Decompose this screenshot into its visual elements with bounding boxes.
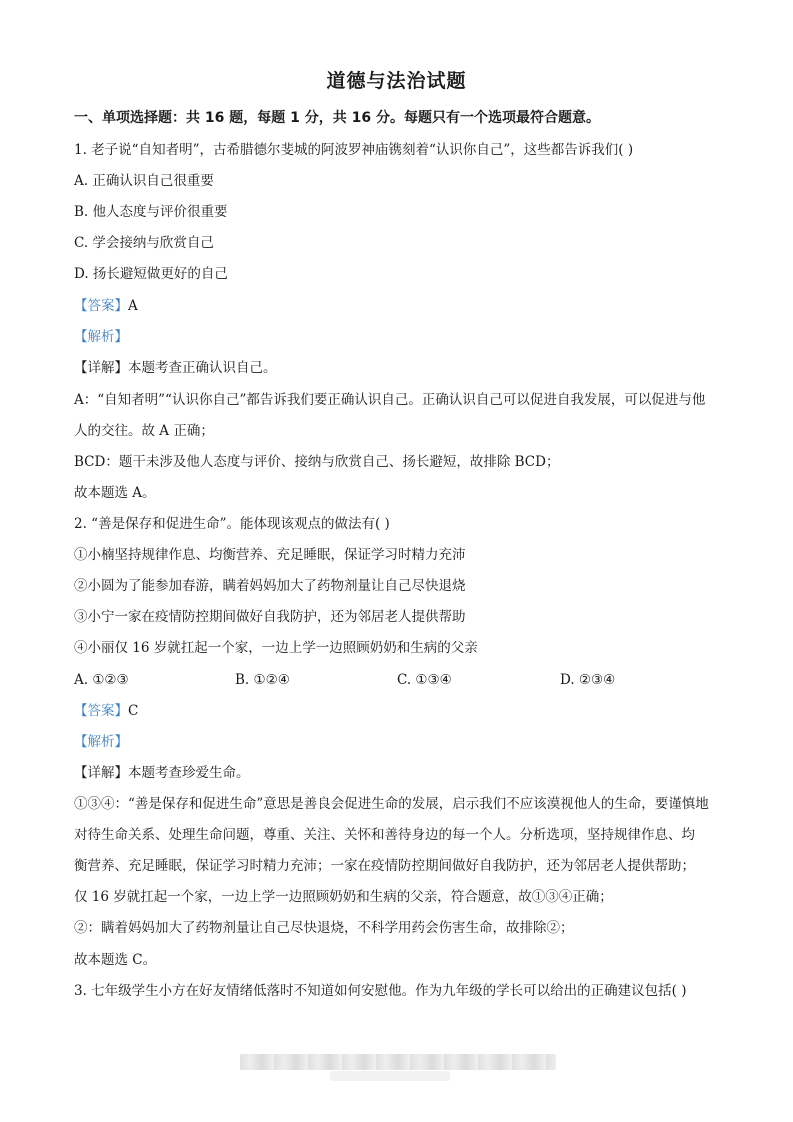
q1-explanation-line: BCD：题干未涉及他人态度与评价、接纳与欣赏自己、扬长避短，故排除 BCD； — [74, 454, 560, 470]
q2-option-d: D. ②③④ — [560, 672, 616, 688]
detail-tag: 【详解】 — [74, 360, 128, 376]
q1-explanation-line: 人的交往。故 A 正确； — [74, 423, 214, 439]
q2-item: ③小宁一家在疫情防控期间做好自我防护，还为邻居老人提供帮助 — [74, 609, 466, 625]
q1-conclusion: 故本题选 A。 — [74, 485, 156, 501]
q2-stem: 2. “善是保存和促进生命”。能体现该观点的做法有( ) — [74, 516, 390, 532]
q2-explanation-line: 仅 16 岁就扛起一个家，一边上学一边照顾奶奶和生病的父亲，符合题意，故①③④正确； — [74, 889, 613, 905]
q2-analysis-line — [74, 732, 128, 752]
analysis-tag: 【解析】 — [74, 329, 128, 345]
q2-option-b: B. ①②④ — [235, 672, 290, 688]
answer-tag: 【答案】 — [74, 298, 128, 314]
q2-explanation-line: 对待生命关系、处理生命问题，尊重、关注、关怀和善待身边的每一个人。分析选项，坚持规律作息、均 — [74, 827, 695, 843]
q2-conclusion: 故本题选 C。 — [74, 952, 157, 968]
q2-detail-intro: 本题考查珍爱生命。 — [128, 765, 250, 781]
analysis-tag: 【解析】 — [74, 734, 128, 750]
q1-answer-line — [74, 296, 138, 316]
q1-detail-intro: 本题考查正确认识自己。 — [128, 360, 277, 376]
q1-explanation-line: A：“自知者明”“认识你自己”都告诉我们要正确认识自己。正确认识自己可以促进自我发展，可以促进与他 — [74, 392, 706, 408]
blurred-watermark — [240, 1054, 556, 1070]
q1-detail-line — [74, 358, 277, 378]
q2-item: ②小圆为了能参加春游，瞒着妈妈加大了药物剂量让自己尽快退烧 — [74, 578, 466, 594]
q2-detail-line — [74, 763, 250, 783]
q2-explanation-line: ②：瞒着妈妈加大了药物剂量让自己尽快退烧，不科学用药会伤害生命，故排除②； — [74, 920, 574, 936]
q2-answer-value: C — [128, 703, 139, 719]
q2-explanation-line: ①③④：“善是保存和促进生命”意思是善良会促进生命的发展，启示我们不应该漠视他人的生命，要谨慎地 — [74, 796, 709, 812]
detail-tag: 【详解】 — [74, 765, 128, 781]
q2-option-a: A. ①②③ — [74, 672, 129, 688]
section-heading: 一、单项选择题：共 16 题，每题 1 分，共 16 分。每题只有一个选项最符合题意。 — [74, 110, 600, 126]
q3-stem: 3. 七年级学生小方在好友情绪低落时不知道如何安慰他。作为九年级的学长可以给出的正确建议包括( ) — [74, 983, 687, 999]
q1-analysis-line — [74, 327, 128, 347]
q1-option-a: A. 正确认识自己很重要 — [74, 173, 214, 189]
answer-tag: 【答案】 — [74, 703, 128, 719]
q2-explanation-line: 衡营养、充足睡眠，保证学习时精力充沛；一家在疫情防控期间做好自我防护，还为邻居老人提供帮助； — [74, 858, 695, 874]
q1-option-c: C. 学会接纳与欣赏自己 — [74, 235, 214, 251]
q1-stem: 1. 老子说“自知者明”，古希腊德尔斐城的阿波罗神庙镌刻着“认识你自己”，这些都告诉我们( ) — [74, 142, 634, 158]
blurred-watermark — [330, 1071, 450, 1081]
document-title: 道德与法治试题 — [326, 70, 467, 92]
q2-answer-line — [74, 701, 138, 721]
q1-answer-value: A — [128, 298, 138, 314]
q2-option-c: C. ①③④ — [397, 672, 452, 688]
q1-option-b: B. 他人态度与评价很重要 — [74, 204, 228, 220]
q1-option-d: D. 扬长避短做更好的自己 — [74, 266, 228, 282]
q2-item: ④小丽仅 16 岁就扛起一个家，一边上学一边照顾奶奶和生病的父亲 — [74, 640, 478, 656]
q2-item: ①小楠坚持规律作息、均衡营养、充足睡眠，保证学习时精力充沛 — [74, 547, 466, 563]
